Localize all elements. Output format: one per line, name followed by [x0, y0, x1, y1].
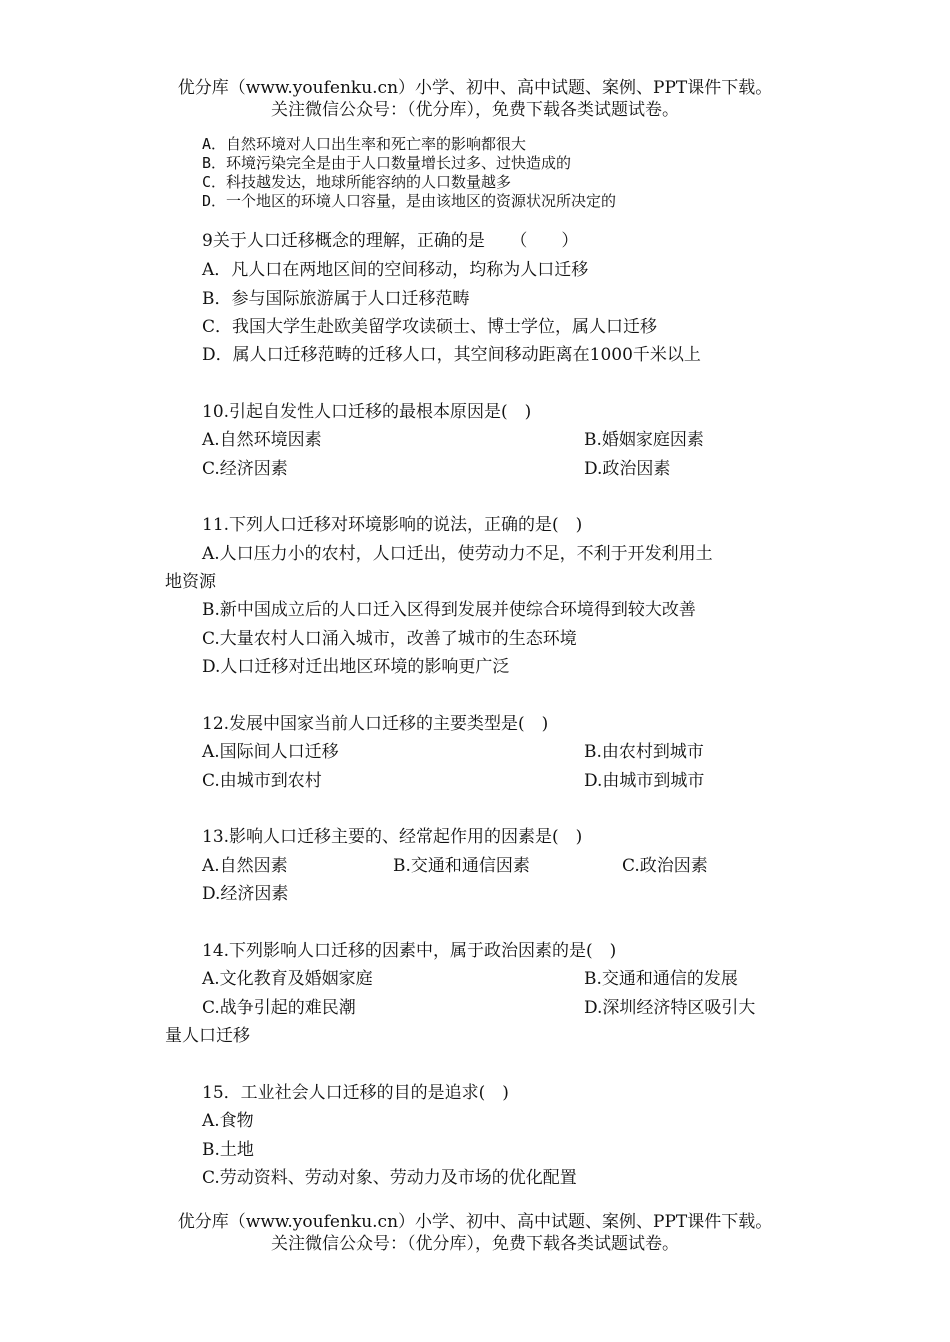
- q15-option-c: C.劳动资料、劳动对象、劳动力及市场的优化配置: [202, 1168, 577, 1188]
- q14-stem: 14.下列影响人口迁移的因素中，属于政治因素的是( ): [202, 941, 617, 961]
- q10-option-a: A.自然环境因素: [202, 430, 322, 450]
- q11-option-a-line1: A.人口压力小的农村，人口迁出，使劳动力不足，不利于开发利用土: [202, 544, 713, 564]
- q9-option-b: B．参与国际旅游属于人口迁移范畴: [202, 289, 470, 309]
- q10-stem: 10.引起自发性人口迁移的最根本原因是( ): [202, 402, 532, 422]
- q10-option-b: B.婚姻家庭因素: [584, 430, 704, 450]
- q14-option-a: A.文化教育及婚姻家庭: [202, 969, 373, 989]
- q14-option-d-line1: D.深圳经济特区吸引大: [584, 998, 756, 1018]
- footer-line-1: 优分库（www.youfenku.cn）小学、初中、高中试题、案例、PPT课件下载。: [177, 1212, 773, 1232]
- q11-option-b: B.新中国成立后的人口迁入区得到发展并使综合环境得到较大改善: [202, 600, 696, 620]
- q8-option-b: B．环境污染完全是由于人口数量增长过多、过快造成的: [202, 154, 572, 172]
- q11-option-c: C.大量农村人口涌入城市，改善了城市的生态环境: [202, 629, 577, 649]
- q11-stem: 11.下列人口迁移对环境影响的说法，正确的是( ): [202, 515, 583, 535]
- q14-option-c: C.战争引起的难民潮: [202, 998, 356, 1018]
- q12-option-b: B.由农村到城市: [584, 742, 704, 762]
- q9-stem: 9关于人口迁移概念的理解，正确的是 （ ）: [202, 231, 579, 251]
- q13-option-b: B.交通和通信因素: [393, 856, 530, 876]
- q9-option-c: C．我国大学生赴欧美留学攻读硕士、博士学位，属人口迁移: [202, 317, 658, 337]
- q15-stem: 15．工业社会人口迁移的目的是追求( ): [202, 1083, 509, 1103]
- q10-option-d: D.政治因素: [584, 459, 671, 479]
- q10-option-c: C.经济因素: [202, 459, 288, 479]
- q13-stem: 13.影响人口迁移主要的、经常起作用的因素是( ): [202, 827, 583, 847]
- q12-stem: 12.发展中国家当前人口迁移的主要类型是( ): [202, 714, 549, 734]
- q11-option-a-line2: 地资源: [165, 572, 216, 592]
- header-line-1: 优分库（www.youfenku.cn）小学、初中、高中试题、案例、PPT课件下载。: [177, 78, 773, 98]
- q12-option-c: C.由城市到农村: [202, 771, 322, 791]
- q8-option-c: C．科技越发达，地球所能容纳的人口数量越多: [202, 173, 512, 191]
- q13-option-a: A.自然因素: [202, 856, 288, 876]
- q8-option-d: D．一个地区的环境人口容量，是由该地区的资源状况所决定的: [202, 192, 617, 210]
- q8-option-a: A．自然环境对人口出生率和死亡率的影响都很大: [202, 135, 527, 153]
- q13-option-d: D.经济因素: [202, 884, 289, 904]
- q15-option-b: B.土地: [202, 1140, 254, 1160]
- q12-option-d: D.由城市到城市: [584, 771, 705, 791]
- q9-option-a: A．凡人口在两地区间的空间移动，均称为人口迁移: [202, 260, 589, 280]
- q13-option-c: C.政治因素: [622, 856, 708, 876]
- q14-option-d-line2: 量人口迁移: [165, 1026, 250, 1046]
- q14-option-b: B.交通和通信的发展: [584, 969, 738, 989]
- q9-option-d: D．属人口迁移范畴的迁移人口，其空间移动距离在1000千米以上: [202, 345, 701, 365]
- q11-option-d: D.人口迁移对迁出地区环境的影响更广泛: [202, 657, 510, 677]
- q12-option-a: A.国际间人口迁移: [202, 742, 339, 762]
- footer-line-2: 关注微信公众号：（优分库），免费下载各类试题试卷。: [271, 1234, 679, 1254]
- q15-option-a: A.食物: [202, 1111, 254, 1131]
- header-line-2: 关注微信公众号：（优分库），免费下载各类试题试卷。: [271, 100, 679, 120]
